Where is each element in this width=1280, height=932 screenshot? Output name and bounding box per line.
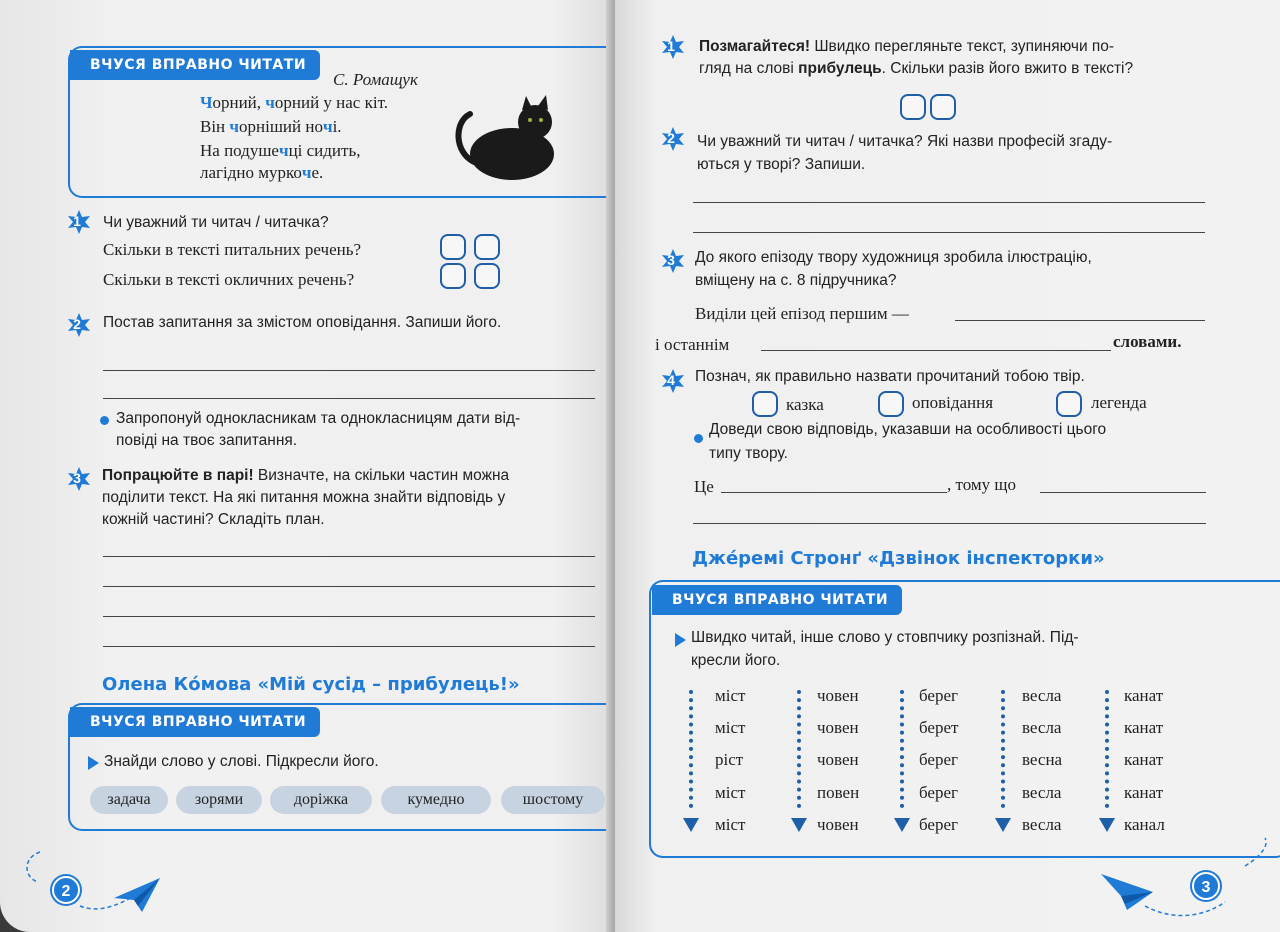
column-word[interactable]: берег (919, 815, 958, 834)
writing-line[interactable] (103, 556, 595, 557)
column-word[interactable]: міст (715, 815, 746, 834)
left-page (0, 0, 615, 932)
poem-line-2: Він чорніший ночі. (200, 117, 342, 136)
task4-bullet-line2: типу твору. (709, 445, 788, 462)
writing-line[interactable] (1040, 492, 1206, 493)
column-word[interactable]: човен (817, 815, 859, 834)
column-word[interactable]: весна (1022, 750, 1063, 769)
column-word[interactable]: весла (1022, 815, 1062, 834)
column-word[interactable]: міст (715, 783, 746, 802)
poem-line-4: лагідно муркоче. (200, 163, 324, 182)
task2-text: Постав запитання за змістом оповідання. Запиши його. (103, 314, 502, 331)
task3-line1: До якого епізоду твору художниця зробила ілюстрацію, (695, 249, 1092, 266)
poem-line-1: Чорний, чорний у нас кіт. (200, 93, 388, 112)
arrow-down-icon (894, 818, 910, 832)
task3-line1: Попрацюйте в парі! Визначте, на скільки частин можна (102, 467, 510, 484)
column-word[interactable]: берег (919, 750, 958, 769)
column-word[interactable]: повен (817, 783, 860, 802)
page-number: 3 (1192, 872, 1220, 900)
task1-question-exclamatory: Скільки в тексті окличних речень? (103, 270, 355, 289)
writing-line[interactable] (103, 646, 595, 647)
task-number-3: 3 (660, 248, 686, 274)
task2-line2: ються у творі? Запиши. (697, 156, 866, 173)
task3-line4-end: словами. (1113, 332, 1182, 351)
column-word[interactable]: берег (919, 686, 958, 705)
task2-bullet-line2: повіді на твоє запитання. (116, 432, 298, 449)
task1-line1: Позмагайтеся! Швидко перегляньте текст, зупиняючи по- (699, 38, 1115, 55)
dotted-column-line (797, 690, 801, 808)
column-word[interactable]: човен (817, 718, 859, 737)
words-instruction: Знайди слово у слові. Підкресли його. (104, 753, 379, 770)
poem-line-3: На подушечці сидить, (200, 141, 361, 160)
word-pill[interactable]: задача (90, 786, 168, 814)
task1-question-interrogative: Скільки в тексті питальних речень? (103, 240, 362, 259)
writing-line[interactable] (693, 232, 1205, 233)
box-left-border (649, 580, 663, 858)
writing-line[interactable] (103, 370, 595, 371)
paper-plane-icon (112, 876, 162, 914)
task3-line3: Виділи цей епізод першим — (695, 304, 909, 323)
task-number-2: 2 (660, 126, 686, 152)
column-word[interactable]: човен (817, 750, 859, 769)
option-label: казка (786, 395, 824, 414)
arrow-down-icon (683, 818, 699, 832)
option-label: легенда (1091, 393, 1147, 412)
poem-author: С. Ромащук (333, 70, 418, 89)
task3-line3: кожній частині? Складіть план. (102, 511, 325, 528)
writing-line[interactable] (955, 320, 1205, 321)
column-word[interactable]: весла (1022, 686, 1062, 705)
task-number-2: 2 (66, 312, 92, 338)
column-word[interactable]: канал (1124, 815, 1165, 834)
writing-line[interactable] (103, 616, 595, 617)
answer-box[interactable] (900, 94, 926, 120)
task4-text: Познач, як правильно назвати прочитаний тобою твір. (695, 368, 1085, 385)
task1-question: Чи уважний ти читач / читачка? (103, 214, 329, 231)
answer-box[interactable] (930, 94, 956, 120)
arrow-marker-icon (675, 633, 686, 647)
column-word[interactable]: весла (1022, 783, 1062, 802)
answer-box[interactable] (440, 263, 466, 289)
task-number-1: 1 (660, 34, 686, 60)
columns-instruction-line1: Швидко читай, інше слово у стовпчику розпізнай. Під- (691, 629, 1079, 646)
task2-line1: Чи уважний ти читач / читачка? Які назви професій згаду- (697, 133, 1113, 150)
writing-line[interactable] (693, 523, 1206, 524)
bullet (694, 434, 703, 443)
writing-line[interactable] (693, 202, 1205, 203)
task3-line2: поділити текст. На які питання можна знайти відповідь у (102, 489, 506, 506)
arrow-down-icon (791, 818, 807, 832)
task-number-3: 3 (66, 466, 92, 492)
task-number-1: 1 (66, 209, 92, 235)
answer-box[interactable] (474, 234, 500, 260)
column-word[interactable]: канат (1124, 750, 1164, 769)
column-word[interactable]: весла (1022, 718, 1062, 737)
arrow-down-icon (1099, 818, 1115, 832)
column-word[interactable]: човен (817, 686, 859, 705)
task2-bullet-line1: Запропонуй однокласникам та однокласницям дати від- (116, 410, 521, 427)
columns-instruction-line2: кресли його. (691, 652, 781, 669)
dotted-column-line (689, 690, 693, 808)
writing-line[interactable] (103, 586, 595, 587)
paper-plane-icon (1099, 872, 1155, 912)
task3-line4-start: і останнім (655, 335, 730, 354)
page-number: 2 (52, 876, 80, 904)
answer-box[interactable] (474, 263, 500, 289)
task-number-4: 4 (660, 368, 686, 394)
answer-box[interactable] (440, 234, 466, 260)
column-word[interactable]: канат (1124, 686, 1164, 705)
cat-illustration (450, 92, 560, 187)
column-word[interactable]: міст (715, 686, 746, 705)
column-word[interactable]: канат (1124, 718, 1164, 737)
banner-read-skillfully: ВЧУСЯ ВПРАВНО ЧИТАТИ (70, 50, 320, 80)
task4-bullet-line1: Доведи свою відповідь, указавши на особливості цього (709, 421, 1107, 438)
word-pill[interactable]: кумедно (381, 786, 491, 814)
checkbox-option[interactable] (1056, 391, 1082, 417)
bullet (100, 416, 109, 425)
banner-read-skillfully: ВЧУСЯ ВПРАВНО ЧИТАТИ (652, 585, 902, 615)
option-label: оповідання (912, 393, 994, 412)
arrow-marker-icon (88, 756, 99, 770)
banner-read-skillfully: ВЧУСЯ ВПРАВНО ЧИТАТИ (70, 707, 320, 737)
word-pill[interactable]: доріжка (270, 786, 372, 814)
section-title: Олена Ко́мова «Мій сусід – прибулець!» (102, 674, 520, 695)
column-word[interactable]: ріст (715, 750, 744, 769)
right-page (615, 0, 1280, 932)
word-pill[interactable]: шостому (501, 786, 605, 814)
writing-line[interactable] (721, 492, 947, 493)
fill-start: Це (694, 477, 714, 496)
column-word[interactable]: берет (919, 718, 959, 737)
dotted-column-line (900, 690, 904, 808)
dotted-column-line (1001, 690, 1005, 808)
task3-line2: вміщену на с. 8 підручника? (695, 272, 897, 289)
task1-line2: гляд на слові прибулець. Скільки разів його вжито в тексті? (699, 60, 1134, 77)
dotted-column-line (1105, 690, 1109, 808)
column-word[interactable]: канат (1124, 783, 1164, 802)
column-word[interactable]: міст (715, 718, 746, 737)
writing-line[interactable] (761, 350, 1111, 351)
column-word[interactable]: берег (919, 783, 958, 802)
word-pill[interactable]: зорями (176, 786, 262, 814)
section-title: Джéремі Стронґ «Дзвінок інспекторки» (692, 548, 1105, 569)
arrow-down-icon (995, 818, 1011, 832)
box-top-border (663, 580, 1280, 582)
checkbox-option[interactable] (752, 391, 778, 417)
checkbox-option[interactable] (878, 391, 904, 417)
fill-middle: , тому що (947, 475, 1016, 494)
writing-line[interactable] (103, 398, 595, 399)
